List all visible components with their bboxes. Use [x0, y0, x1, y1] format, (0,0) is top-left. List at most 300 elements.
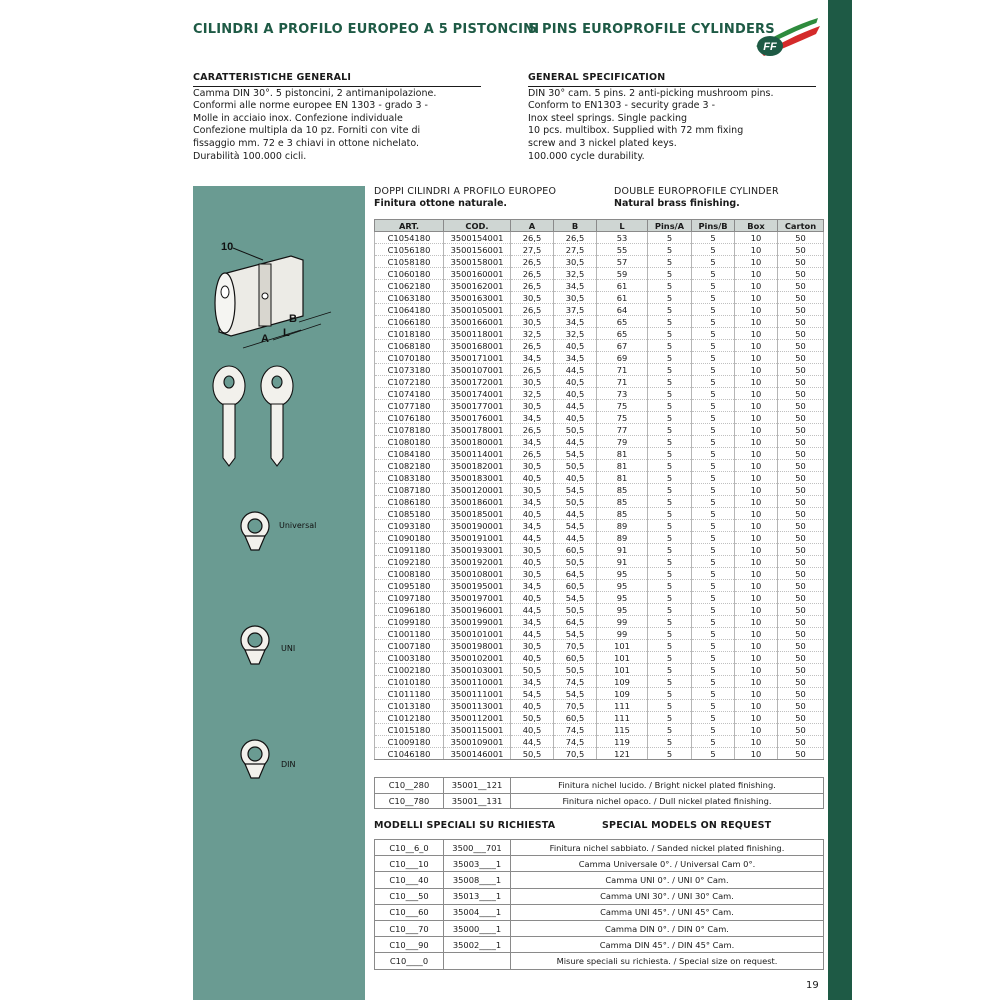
table-cell: 5	[648, 304, 692, 316]
table-cell: C1092180	[375, 556, 444, 568]
table-cell: 5	[692, 352, 735, 364]
table-cell: C1068180	[375, 340, 444, 352]
table-cell: 65	[597, 316, 648, 328]
right-side-bar	[828, 0, 852, 1000]
table-cell: 30,5	[511, 292, 554, 304]
din-cam-icon	[237, 736, 277, 782]
table-cell: 59	[597, 268, 648, 280]
table-cell: 34,5	[511, 436, 554, 448]
table-cell: 10	[735, 388, 778, 400]
table-cell: 3500199001	[444, 616, 511, 628]
table-row	[375, 736, 824, 748]
table-cell: 10	[735, 688, 778, 700]
table-cell: 5	[648, 604, 692, 616]
table-cell: C1085180	[375, 508, 444, 520]
table-cell: 30,5	[511, 568, 554, 580]
table-cell: 50	[778, 448, 824, 460]
finish-cell: 35001__131	[444, 793, 511, 809]
finish-row	[375, 778, 824, 794]
special-row	[375, 937, 824, 953]
table-cell: 77	[597, 424, 648, 436]
table-cell: 26,5	[511, 232, 554, 244]
table-cell: 50	[778, 436, 824, 448]
finish-cell: C10__280	[375, 778, 444, 794]
table-cell: 111	[597, 712, 648, 724]
table-cell: 71	[597, 364, 648, 376]
table-cell: 3500171001	[444, 352, 511, 364]
table-cell: 50	[778, 400, 824, 412]
table-cell: 40,5	[511, 556, 554, 568]
table-cell: 5	[692, 700, 735, 712]
table-cell: C1097180	[375, 592, 444, 604]
table-cell: 30,5	[511, 484, 554, 496]
table-cell: 40,5	[511, 592, 554, 604]
table-heading-english	[614, 186, 779, 210]
table-cell: 27,5	[554, 244, 597, 256]
cylinder-price-table	[374, 219, 824, 760]
table-cell: 10	[735, 616, 778, 628]
table-cell: 40,5	[554, 472, 597, 484]
table-cell: 64,5	[554, 616, 597, 628]
table-cell: 3500198001	[444, 640, 511, 652]
table-cell: 65	[597, 328, 648, 340]
special-cell: 3500___701	[444, 840, 511, 856]
description-line: Durabilità 100.000 cicli.	[193, 150, 307, 162]
table-cell: C1002180	[375, 664, 444, 676]
table-cell: 5	[692, 436, 735, 448]
table-cell: 3500191001	[444, 532, 511, 544]
table-cell: 10	[735, 700, 778, 712]
table-cell: 5	[692, 544, 735, 556]
table-cell: 10	[735, 412, 778, 424]
table-cell: 50,5	[554, 424, 597, 436]
table-cell: 5	[648, 412, 692, 424]
table-cell: 50	[778, 256, 824, 268]
finish-row	[375, 793, 824, 809]
table-cell: 5	[692, 580, 735, 592]
table-cell: 30,5	[554, 256, 597, 268]
table-cell: 40,5	[511, 652, 554, 664]
table-cell: 91	[597, 544, 648, 556]
table-cell: C1096180	[375, 604, 444, 616]
table-cell: 5	[648, 736, 692, 748]
table-cell: C1013180	[375, 700, 444, 712]
table-cell: C1080180	[375, 436, 444, 448]
special-cell: C10___50	[375, 888, 444, 904]
table-cell: 40,5	[554, 412, 597, 424]
table-cell: 5	[648, 544, 692, 556]
table-cell: 50	[778, 736, 824, 748]
table-cell: 50,5	[554, 496, 597, 508]
table-cell: C1015180	[375, 724, 444, 736]
universal-cam-label: Universal	[279, 521, 317, 530]
table-cell: 3500197001	[444, 592, 511, 604]
table-row	[375, 436, 824, 448]
table-cell: 34,5	[511, 676, 554, 688]
table-cell: 44,5	[554, 532, 597, 544]
table-cell: 34,5	[511, 616, 554, 628]
table-cell: 57	[597, 256, 648, 268]
table-cell: 61	[597, 292, 648, 304]
table-cell: 50	[778, 652, 824, 664]
table-cell: 50	[778, 376, 824, 388]
table-cell: 5	[648, 388, 692, 400]
table-cell: 54,5	[554, 592, 597, 604]
table-cell: 5	[692, 616, 735, 628]
table-cell: 3500163001	[444, 292, 511, 304]
table-cell: 5	[692, 640, 735, 652]
table-cell: 3500168001	[444, 340, 511, 352]
table-cell: 34,5	[511, 352, 554, 364]
table-cell: C1054180	[375, 232, 444, 244]
table-cell: 10	[735, 364, 778, 376]
table-cell: 44,5	[511, 532, 554, 544]
special-cell: Camma Universale 0°. / Universal Cam 0°.	[511, 856, 824, 872]
table-cell: 5	[692, 256, 735, 268]
table-cell: 55	[597, 244, 648, 256]
description-line: fissaggio mm. 72 e 3 chiavi in ottone nichelato.	[193, 137, 420, 149]
table-row	[375, 628, 824, 640]
column-header: B	[554, 220, 597, 232]
table-row	[375, 592, 824, 604]
table-cell: 5	[648, 508, 692, 520]
table-cell: 50	[778, 616, 824, 628]
table-cell: 5	[692, 724, 735, 736]
table-cell: 101	[597, 640, 648, 652]
table-cell: 5	[692, 280, 735, 292]
general-specification-english	[528, 72, 828, 163]
table-cell: 44,5	[511, 604, 554, 616]
special-row	[375, 904, 824, 920]
table-cell: 5	[648, 340, 692, 352]
uni-cam-label: UNI	[281, 644, 296, 653]
table-cell: 10	[735, 724, 778, 736]
table-row	[375, 460, 824, 472]
table-cell: 10	[735, 436, 778, 448]
table-cell: 81	[597, 448, 648, 460]
table-cell: 85	[597, 496, 648, 508]
special-row	[375, 872, 824, 888]
special-models-title-italian: MODELLI SPECIALI SU RICHIESTA	[374, 820, 556, 831]
table-cell: C1008180	[375, 568, 444, 580]
table-cell: 50	[778, 508, 824, 520]
table-row	[375, 484, 824, 496]
table-cell: C1084180	[375, 448, 444, 460]
table-cell: 10	[735, 244, 778, 256]
section-heading: CARATTERISTICHE GENERALI	[193, 72, 481, 87]
table-cell: 10	[735, 256, 778, 268]
table-cell: 5	[692, 520, 735, 532]
table-cell: 3500166001	[444, 316, 511, 328]
special-row	[375, 920, 824, 936]
table-cell: 91	[597, 556, 648, 568]
table-cell: 5	[692, 448, 735, 460]
table-cell: 75	[597, 400, 648, 412]
table-row	[375, 652, 824, 664]
table-cell: 10	[735, 268, 778, 280]
table-cell: 74,5	[554, 724, 597, 736]
table-cell: 5	[692, 712, 735, 724]
table-cell: 5	[648, 484, 692, 496]
table-cell: 3500154001	[444, 232, 511, 244]
table-cell: 10	[735, 628, 778, 640]
table-cell: 5	[692, 604, 735, 616]
table-cell: 81	[597, 460, 648, 472]
table-cell: C1076180	[375, 412, 444, 424]
table-cell: 26,5	[511, 364, 554, 376]
table-cell: 26,5	[554, 232, 597, 244]
table-cell: 5	[692, 688, 735, 700]
table-cell: 44,5	[554, 436, 597, 448]
table-row	[375, 616, 824, 628]
table-cell: 10	[735, 604, 778, 616]
table-cell: 5	[648, 328, 692, 340]
table-cell: 3500105001	[444, 304, 511, 316]
table-cell: 5	[692, 268, 735, 280]
table-cell: 95	[597, 580, 648, 592]
table-cell: 10	[735, 520, 778, 532]
table-cell: 3500174001	[444, 388, 511, 400]
logo-text: FF	[763, 41, 777, 53]
table-row	[375, 412, 824, 424]
table-cell: 50	[778, 556, 824, 568]
table-cell: 50	[778, 232, 824, 244]
table-cell: 5	[692, 568, 735, 580]
table-cell: 5	[692, 304, 735, 316]
table-cell: 5	[648, 400, 692, 412]
table-cell: 85	[597, 508, 648, 520]
table-cell: C1064180	[375, 304, 444, 316]
table-cell: 44,5	[554, 364, 597, 376]
table-cell: C1078180	[375, 424, 444, 436]
table-cell: 54,5	[554, 688, 597, 700]
table-cell: 3500146001	[444, 748, 511, 760]
table-row	[375, 688, 824, 700]
table-cell: 5	[648, 628, 692, 640]
table-cell: 50,5	[511, 664, 554, 676]
table-row	[375, 268, 824, 280]
table-cell: C1063180	[375, 292, 444, 304]
table-row	[375, 676, 824, 688]
table-cell: 5	[648, 460, 692, 472]
table-cell: 67	[597, 340, 648, 352]
table-cell: C1083180	[375, 472, 444, 484]
table-row	[375, 328, 824, 340]
special-row	[375, 856, 824, 872]
table-cell: 3500114001	[444, 448, 511, 460]
table-cell: 3500156001	[444, 244, 511, 256]
table-cell: 5	[692, 676, 735, 688]
table-cell: 75	[597, 412, 648, 424]
table-cell: 50	[778, 244, 824, 256]
table-cell: C1072180	[375, 376, 444, 388]
table-cell: 73	[597, 388, 648, 400]
table-row	[375, 580, 824, 592]
table-title: DOUBLE EUROPROFILE CYLINDER	[614, 186, 779, 197]
column-header: L	[597, 220, 648, 232]
finish-cell: C10__780	[375, 793, 444, 809]
table-cell: 99	[597, 616, 648, 628]
table-title: DOPPI CILINDRI A PROFILO EUROPEO	[374, 186, 557, 197]
table-cell: 3500183001	[444, 472, 511, 484]
special-cell: 35008____1	[444, 872, 511, 888]
section-heading: GENERAL SPECIFICATION	[528, 72, 816, 87]
special-cell: 35003____1	[444, 856, 511, 872]
table-cell: 10	[735, 508, 778, 520]
table-cell: 5	[692, 412, 735, 424]
table-cell: 10	[735, 568, 778, 580]
column-header: Box	[735, 220, 778, 232]
table-cell: C1058180	[375, 256, 444, 268]
special-cell: Misure speciali su richiesta. / Special size on request.	[511, 953, 824, 969]
table-cell: 50,5	[554, 604, 597, 616]
table-cell: 5	[692, 496, 735, 508]
table-subtitle: Natural brass finishing.	[614, 198, 740, 209]
table-cell: 53	[597, 232, 648, 244]
table-cell: 10	[735, 424, 778, 436]
table-cell: 30,5	[511, 544, 554, 556]
table-cell: 50	[778, 532, 824, 544]
table-cell: 26,5	[511, 256, 554, 268]
table-cell: 3500101001	[444, 628, 511, 640]
table-cell: 26,5	[511, 268, 554, 280]
column-header: COD.	[444, 220, 511, 232]
table-cell: C1073180	[375, 364, 444, 376]
table-cell: 50	[778, 640, 824, 652]
table-cell: 3500118001	[444, 328, 511, 340]
table-cell: 5	[692, 664, 735, 676]
table-cell: 50	[778, 304, 824, 316]
table-cell: 34,5	[554, 352, 597, 364]
table-cell: 54,5	[554, 628, 597, 640]
table-cell: 50	[778, 676, 824, 688]
din-cam-label: DIN	[281, 760, 296, 769]
table-row	[375, 544, 824, 556]
table-cell: 50,5	[554, 556, 597, 568]
table-cell: 5	[692, 340, 735, 352]
table-cell: 50,5	[554, 664, 597, 676]
table-cell: 40,5	[511, 508, 554, 520]
table-cell: 3500162001	[444, 280, 511, 292]
table-cell: 10	[735, 496, 778, 508]
column-header: Pins/A	[648, 220, 692, 232]
table-cell: 3500110001	[444, 676, 511, 688]
table-row	[375, 388, 824, 400]
table-cell: 3500192001	[444, 556, 511, 568]
table-cell: 5	[648, 640, 692, 652]
table-cell: 50	[778, 688, 824, 700]
table-cell: 3500193001	[444, 544, 511, 556]
table-cell: 5	[648, 232, 692, 244]
special-cell: Camma UNI 30°. / UNI 30° Cam.	[511, 888, 824, 904]
ff-logo	[752, 16, 822, 60]
table-cell: 26,5	[511, 304, 554, 316]
table-cell: 5	[648, 748, 692, 760]
table-cell: 5	[648, 496, 692, 508]
table-cell: 60,5	[554, 712, 597, 724]
table-cell: 3500182001	[444, 460, 511, 472]
table-cell: 10	[735, 316, 778, 328]
table-cell: 3500113001	[444, 700, 511, 712]
table-cell: 50	[778, 712, 824, 724]
table-row	[375, 604, 824, 616]
table-cell: 5	[648, 364, 692, 376]
table-cell: 50	[778, 352, 824, 364]
table-cell: 50	[778, 412, 824, 424]
table-cell: 5	[648, 520, 692, 532]
table-cell: 40,5	[511, 700, 554, 712]
table-cell: C1066180	[375, 316, 444, 328]
table-heading-italian	[374, 186, 556, 210]
table-cell: 5	[648, 652, 692, 664]
special-cell: 35004____1	[444, 904, 511, 920]
table-cell: 5	[692, 484, 735, 496]
table-row	[375, 748, 824, 760]
description-line: Molle in acciaio inox. Confezione individuale	[193, 112, 403, 124]
table-cell: 3500196001	[444, 604, 511, 616]
table-row	[375, 568, 824, 580]
table-cell: 54,5	[554, 448, 597, 460]
table-cell: 70,5	[554, 748, 597, 760]
table-cell: 5	[692, 736, 735, 748]
table-row	[375, 496, 824, 508]
table-cell: 5	[692, 364, 735, 376]
table-cell: 26,5	[511, 340, 554, 352]
table-cell: 3500178001	[444, 424, 511, 436]
finish-cell: Finitura nichel lucido. / Bright nickel plated finishing.	[511, 778, 824, 794]
page-number: 19	[806, 980, 819, 991]
table-cell: 30,5	[511, 400, 554, 412]
table-cell: 5	[648, 352, 692, 364]
table-cell: 10	[735, 280, 778, 292]
table-cell: 5	[692, 460, 735, 472]
table-cell: 70,5	[554, 700, 597, 712]
special-cell: Camma DIN 0°. / DIN 0° Cam.	[511, 920, 824, 936]
table-cell: 5	[692, 244, 735, 256]
table-cell: 44,5	[554, 508, 597, 520]
table-cell: C1082180	[375, 460, 444, 472]
table-row	[375, 532, 824, 544]
table-cell: 10	[735, 748, 778, 760]
table-cell: 44,5	[511, 628, 554, 640]
table-cell: 40,5	[554, 388, 597, 400]
table-cell: 10	[735, 232, 778, 244]
table-cell: 5	[692, 316, 735, 328]
table-cell: 10	[735, 376, 778, 388]
table-cell: 119	[597, 736, 648, 748]
table-cell: 5	[648, 688, 692, 700]
dimension-b-label: B	[289, 313, 297, 325]
table-row	[375, 364, 824, 376]
table-cell: 5	[692, 400, 735, 412]
table-cell: 5	[648, 268, 692, 280]
table-cell: 3500190001	[444, 520, 511, 532]
table-cell: 30,5	[554, 292, 597, 304]
table-cell: C1074180	[375, 388, 444, 400]
table-cell: 54,5	[511, 688, 554, 700]
universal-cam-icon	[237, 508, 277, 554]
table-cell: 10	[735, 484, 778, 496]
table-cell: 101	[597, 664, 648, 676]
table-cell: 5	[692, 556, 735, 568]
table-cell: 3500177001	[444, 400, 511, 412]
special-cell: 35000____1	[444, 920, 511, 936]
table-cell: 5	[692, 376, 735, 388]
table-cell: 10	[735, 736, 778, 748]
table-cell: 30,5	[511, 640, 554, 652]
table-cell: 3500172001	[444, 376, 511, 388]
table-cell: 69	[597, 352, 648, 364]
